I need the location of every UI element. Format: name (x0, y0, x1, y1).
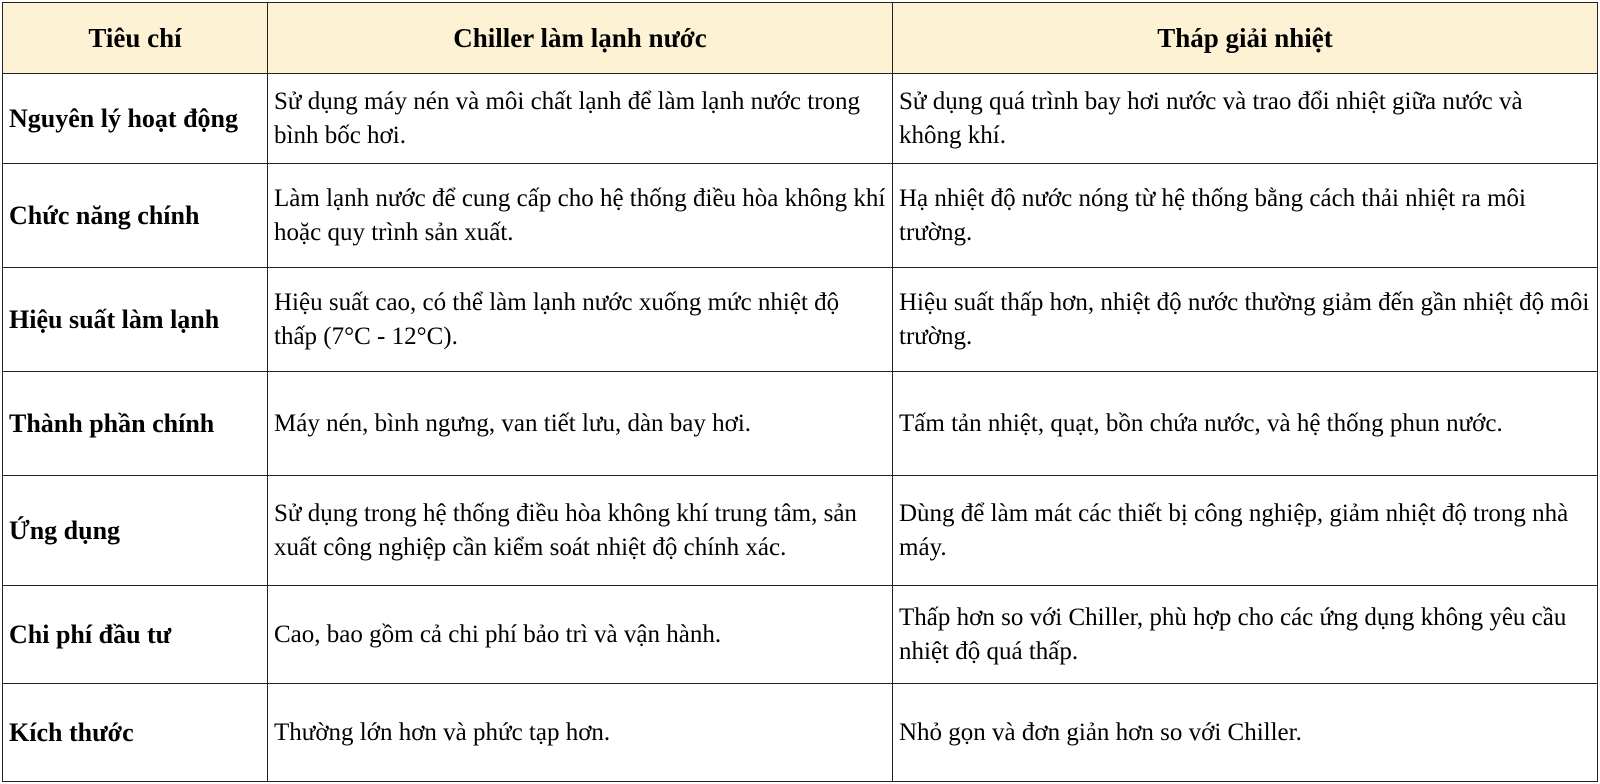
cooling-tower-cell: Thấp hơn so với Chiller, phù hợp cho các ứng dụng không yêu cầu nhiệt độ quá thấp. (893, 586, 1598, 684)
chiller-cell: Hiệu suất cao, có thể làm lạnh nước xuống mức nhiệt độ thấp (7°C - 12°C). (268, 268, 893, 372)
criteria-cell: Chức năng chính (3, 164, 268, 268)
comparison-table-container (2, 2, 1598, 782)
header-cooling-tower: Tháp giải nhiệt (893, 3, 1598, 74)
chiller-cell: Thường lớn hơn và phức tạp hơn. (268, 684, 893, 782)
table-row (3, 684, 1598, 782)
table-row (3, 164, 1598, 268)
criteria-cell: Ứng dụng (3, 476, 268, 586)
table-row (3, 74, 1598, 164)
cooling-tower-cell: Nhỏ gọn và đơn giản hơn so với Chiller. (893, 684, 1598, 782)
criteria-cell: Kích thước (3, 684, 268, 782)
table-row (3, 372, 1598, 476)
criteria-cell: Hiệu suất làm lạnh (3, 268, 268, 372)
criteria-cell: Nguyên lý hoạt động (3, 74, 268, 164)
cooling-tower-cell: Dùng để làm mát các thiết bị công nghiệp, giảm nhiệt độ trong nhà máy. (893, 476, 1598, 586)
cooling-tower-cell: Hiệu suất thấp hơn, nhiệt độ nước thường giảm đến gần nhiệt độ môi trường. (893, 268, 1598, 372)
criteria-cell: Thành phần chính (3, 372, 268, 476)
criteria-cell: Chi phí đầu tư (3, 586, 268, 684)
chiller-cell: Sử dụng máy nén và môi chất lạnh để làm lạnh nước trong bình bốc hơi. (268, 74, 893, 164)
table-row (3, 268, 1598, 372)
cooling-tower-cell: Sử dụng quá trình bay hơi nước và trao đổi nhiệt giữa nước và không khí. (893, 74, 1598, 164)
cooling-tower-cell: Tấm tản nhiệt, quạt, bồn chứa nước, và hệ thống phun nước. (893, 372, 1598, 476)
table-header-row (3, 3, 1598, 74)
header-chiller: Chiller làm lạnh nước (268, 3, 893, 74)
chiller-cell: Máy nén, bình ngưng, van tiết lưu, dàn bay hơi. (268, 372, 893, 476)
table-row (3, 476, 1598, 586)
cooling-tower-cell: Hạ nhiệt độ nước nóng từ hệ thống bằng cách thải nhiệt ra môi trường. (893, 164, 1598, 268)
chiller-cell: Sử dụng trong hệ thống điều hòa không khí trung tâm, sản xuất công nghiệp cần kiểm soát nhiệt độ chính xác. (268, 476, 893, 586)
chiller-cell: Làm lạnh nước để cung cấp cho hệ thống điều hòa không khí hoặc quy trình sản xuất. (268, 164, 893, 268)
comparison-table (2, 2, 1598, 782)
chiller-cell: Cao, bao gồm cả chi phí bảo trì và vận hành. (268, 586, 893, 684)
table-row (3, 586, 1598, 684)
header-criteria: Tiêu chí (3, 3, 268, 74)
